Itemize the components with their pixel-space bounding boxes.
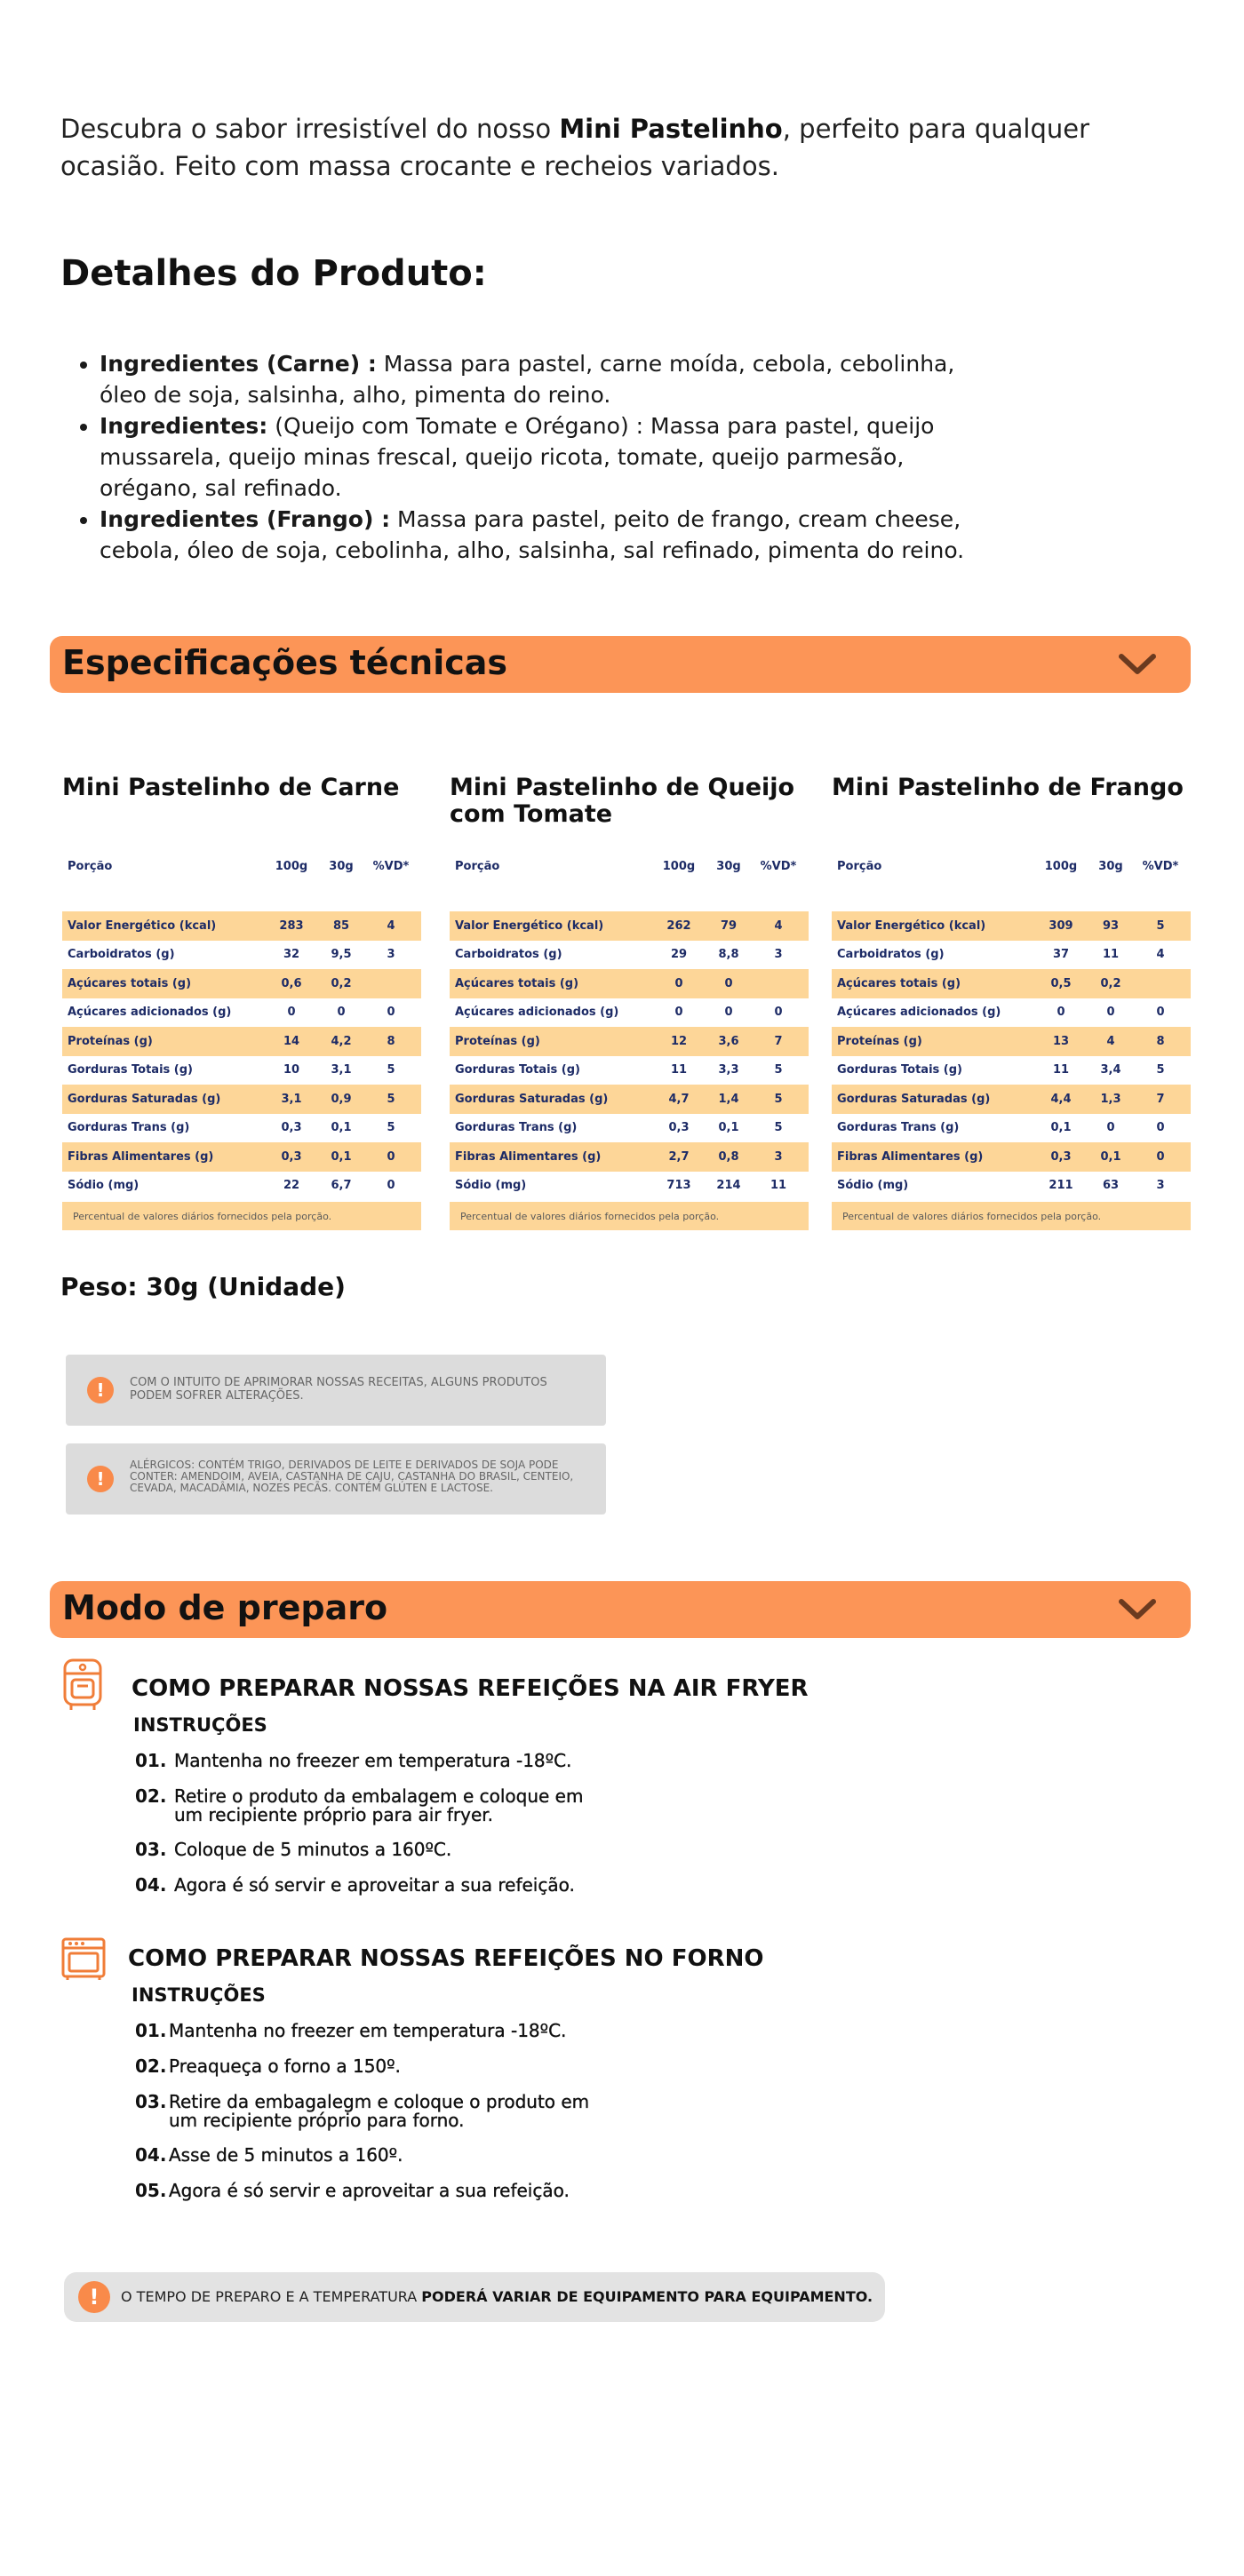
nutrition-table-title: Mini Pastelinho de Frango xyxy=(832,774,1184,801)
nutrient-label: Açúcares adicionados (g) xyxy=(455,1006,619,1020)
step-text: Agora é só servir e aproveitar a sua refeição. xyxy=(174,1874,575,1896)
specs-accordion-header[interactable] xyxy=(50,636,1191,693)
table-row xyxy=(62,911,421,941)
table-row xyxy=(450,911,809,941)
nutrient-value: 0,1 xyxy=(331,1121,352,1135)
header-cell: Porção xyxy=(455,859,500,873)
nutrient-label: Valor Energético (kcal) xyxy=(455,918,604,933)
oven-step-3 xyxy=(135,2093,613,2130)
nutrient-label: Gorduras Totais (g) xyxy=(68,1063,193,1077)
prep-time-warning xyxy=(64,2272,885,2322)
table-row xyxy=(62,1027,421,1056)
nutrition-table-carne xyxy=(62,775,421,1230)
ingredient-text: (Queijo com Tomate e Orégano) : Massa para pastel, queijo mussarela, queijo minas frescal, queijo ricota, tomate, queijo parmesão, orégano, sal refinado. xyxy=(100,413,935,501)
nutrient-value: 79 xyxy=(720,918,738,933)
nutrient-value: 11 xyxy=(1052,1063,1070,1077)
nutrient-label: Carboidratos (g) xyxy=(837,948,945,962)
nutrient-value: 211 xyxy=(1049,1179,1073,1193)
intro-text-end: , perfeito para qualquer ocasião. Feito com massa crocante e recheios variados. xyxy=(60,114,1090,181)
nutrient-value: 283 xyxy=(279,918,304,933)
nutrient-value: 0,1 xyxy=(331,1149,352,1164)
nutrient-value: 0,3 xyxy=(668,1121,690,1135)
nutrient-value: 2,7 xyxy=(668,1149,690,1164)
notice-text: ALÉRGICOS: CONTÉM TRIGO, DERIVADOS DE LEITE E DERIVADOS DE SOJA PODE CONTER: AMENDOIM, AVEIA, CASTANHA DE CAJU, CASTANHA DO BRASIL, CENTEIO, CEVADA, MACADÂMIA, NOZES PECÃS. CONTÉM GLÚTEN E LACTOSE. xyxy=(130,1459,574,1494)
table-row xyxy=(62,1085,421,1114)
nutrient-value: 14 xyxy=(283,1034,300,1048)
table-row xyxy=(832,1085,1191,1114)
ingredient-text: Massa para pastel, carne moída, cebola, cebolinha, óleo de soja, salsinha, alho, pimenta do reino. xyxy=(100,351,955,408)
table-row xyxy=(450,1085,809,1114)
nutrient-value: 37 xyxy=(1052,948,1070,962)
nutrient-value: 0 xyxy=(724,976,733,990)
nutrient-value: 0 xyxy=(724,1006,733,1020)
nutrition-table-footnote: Percentual de valores diários fornecidos pela porção. xyxy=(62,1202,421,1230)
airfryer-step-2 xyxy=(135,1787,601,1825)
header-cell: 30g xyxy=(716,859,741,873)
nutrient-value: 0,1 xyxy=(1050,1121,1072,1135)
nutrient-value: 0 xyxy=(387,1179,395,1193)
nutrient-value: 93 xyxy=(1102,918,1120,933)
nutrient-label: Fibras Alimentares (g) xyxy=(68,1149,214,1164)
exclamation-icon: ! xyxy=(87,1466,114,1492)
table-row xyxy=(832,1172,1191,1201)
nutrient-label: Fibras Alimentares (g) xyxy=(455,1149,602,1164)
nutrient-value: 0 xyxy=(387,1006,395,1020)
nutrient-value: 11 xyxy=(770,1179,787,1193)
prep-accordion-header[interactable] xyxy=(50,1581,1191,1638)
nutrition-table-footnote: Percentual de valores diários fornecidos pela porção. xyxy=(450,1202,809,1230)
nutrient-value: 4 xyxy=(1156,948,1165,962)
product-weight: Peso: 30g (Unidade) xyxy=(60,1272,346,1301)
air-fryer-icon xyxy=(60,1658,105,1713)
nutrient-value: 3 xyxy=(1156,1179,1165,1193)
allergen-notice xyxy=(66,1443,606,1515)
step-number: 01. xyxy=(135,2020,167,2041)
nutrient-value: 22 xyxy=(283,1179,300,1193)
step-number: 03. xyxy=(135,2091,167,2112)
header-cell: %VD* xyxy=(372,859,410,873)
header-cell: 30g xyxy=(329,859,354,873)
notice-text: COM O INTUITO DE APRIMORAR NOSSAS RECEITAS, ALGUNS PRODUTOS PODEM SOFRER ALTERAÇÕES. xyxy=(130,1376,547,1403)
nutrition-table-title: Mini Pastelinho de Carne xyxy=(62,774,400,801)
nutrient-value: 0,3 xyxy=(281,1149,302,1164)
nutrient-value: 0 xyxy=(287,1006,296,1020)
recipe-change-notice xyxy=(66,1355,606,1426)
airfryer-step-4 xyxy=(135,1876,636,1895)
nutrient-label: Gorduras Totais (g) xyxy=(455,1063,580,1077)
step-text: Mantenha no freezer em temperatura -18ºC. xyxy=(169,2020,567,2041)
nutrient-label: Gorduras Trans (g) xyxy=(455,1121,578,1135)
nutrient-value: 3,1 xyxy=(281,1092,302,1106)
nutrition-table-title: Mini Pastelinho de Queijo com Tomate xyxy=(450,774,795,828)
airfryer-title: COMO PREPARAR NOSSAS REFEIÇÕES NA AIR FRYER xyxy=(132,1675,809,1702)
nutrition-table-queijo xyxy=(450,775,809,1230)
nutrient-label: Sódio (mg) xyxy=(455,1179,527,1193)
step-number: 05. xyxy=(135,2180,167,2201)
table-row xyxy=(832,1056,1191,1085)
oven-step-1 xyxy=(135,2022,631,2040)
nutrient-label: Gorduras Saturadas (g) xyxy=(837,1092,991,1106)
oven-step-5 xyxy=(135,2182,631,2200)
nutrient-label: Proteínas (g) xyxy=(455,1034,540,1048)
nutrient-value: 3 xyxy=(774,948,783,962)
nutrient-value: 4 xyxy=(774,918,783,933)
nutrient-value: 0,5 xyxy=(1050,976,1072,990)
nutrient-label: Valor Energético (kcal) xyxy=(68,918,217,933)
nutrient-value: 5 xyxy=(774,1063,783,1077)
nutrient-value: 0 xyxy=(1106,1121,1115,1135)
nutrient-value: 8 xyxy=(387,1034,395,1048)
nutrient-value: 0,2 xyxy=(331,976,352,990)
nutrient-value: 10 xyxy=(283,1063,300,1077)
nutrient-label: Gorduras Saturadas (g) xyxy=(68,1092,221,1106)
nutrient-value: 11 xyxy=(1102,948,1120,962)
table-row xyxy=(62,1114,421,1143)
nutrient-value: 0,3 xyxy=(281,1121,302,1135)
exclamation-icon: ! xyxy=(87,1377,114,1403)
table-row xyxy=(62,1142,421,1172)
nutrient-label: Açúcares totais (g) xyxy=(837,976,961,990)
nutrient-value: 3,3 xyxy=(718,1063,739,1077)
nutrient-value: 0 xyxy=(1156,1121,1165,1135)
nutrient-value: 0 xyxy=(1156,1006,1165,1020)
table-row xyxy=(832,941,1191,970)
nutrient-value: 0 xyxy=(1106,1006,1115,1020)
header-cell: %VD* xyxy=(760,859,797,873)
nutrient-label: Açúcares totais (g) xyxy=(455,976,579,990)
nutrient-value: 11 xyxy=(670,1063,688,1077)
nutrient-value: 4,7 xyxy=(668,1092,690,1106)
header-cell: Porção xyxy=(68,859,113,873)
step-number: 04. xyxy=(135,1874,167,1896)
intro-text-start: Descubra o sabor irresistível do nosso xyxy=(60,114,560,144)
nutrient-value: 0,9 xyxy=(331,1092,352,1106)
nutrient-value: 5 xyxy=(774,1121,783,1135)
warning-text-bold: PODERÁ VARIAR DE EQUIPAMENTO PARA EQUIPAMENTO. xyxy=(421,2288,873,2305)
table-row xyxy=(62,941,421,970)
ingredient-label: Ingredientes: xyxy=(100,413,268,439)
step-number: 02. xyxy=(135,1785,167,1807)
warning-text xyxy=(121,2288,873,2305)
step-number: 03. xyxy=(135,1839,167,1860)
nutrient-label: Proteínas (g) xyxy=(837,1034,922,1048)
nutrient-value: 1,3 xyxy=(1100,1092,1121,1106)
oven-icon xyxy=(60,1936,107,1981)
nutrient-label: Sódio (mg) xyxy=(68,1179,140,1193)
exclamation-icon: ! xyxy=(78,2281,110,2313)
nutrition-table-footnote: Percentual de valores diários fornecidos pela porção. xyxy=(832,1202,1191,1230)
intro-product-name: Mini Pastelinho xyxy=(559,114,783,144)
chevron-down-icon[interactable] xyxy=(1118,652,1157,677)
nutrient-value: 85 xyxy=(332,918,350,933)
nutrient-value: 262 xyxy=(666,918,691,933)
specs-accordion-title: Especificações técnicas xyxy=(62,643,508,682)
ingredient-item-carne xyxy=(100,348,988,410)
nutrient-label: Açúcares totais (g) xyxy=(68,976,192,990)
ingredients-list xyxy=(100,348,988,566)
nutrition-table-header xyxy=(450,853,809,879)
table-row xyxy=(450,969,809,998)
chevron-down-icon[interactable] xyxy=(1118,1597,1157,1622)
nutrient-value: 5 xyxy=(387,1092,395,1106)
nutrient-value: 5 xyxy=(1156,918,1165,933)
nutrient-value: 0 xyxy=(774,1006,783,1020)
nutrient-value: 1,4 xyxy=(718,1092,739,1106)
step-number: 01. xyxy=(135,1750,167,1771)
oven-step-4 xyxy=(135,2146,631,2165)
header-cell: %VD* xyxy=(1142,859,1179,873)
nutrient-value: 13 xyxy=(1052,1034,1070,1048)
nutrient-value: 0,8 xyxy=(718,1149,739,1164)
step-text: Retire o produto da embalagem e coloque em um recipiente próprio para air fryer. xyxy=(174,1785,584,1825)
header-cell: Porção xyxy=(837,859,882,873)
ingredient-item-queijo xyxy=(100,410,988,504)
nutrient-value: 4,4 xyxy=(1050,1092,1072,1106)
step-text: Preaqueça o forno a 150º. xyxy=(169,2055,401,2077)
step-text: Coloque de 5 minutos a 160ºC. xyxy=(174,1839,452,1860)
nutrient-value: 0 xyxy=(674,976,683,990)
nutrient-value: 309 xyxy=(1049,918,1073,933)
nutrient-value: 0,1 xyxy=(718,1121,739,1135)
nutrient-label: Valor Energético (kcal) xyxy=(837,918,986,933)
intro-paragraph xyxy=(60,110,1171,185)
nutrient-label: Gorduras Trans (g) xyxy=(837,1121,960,1135)
nutrient-value: 0,1 xyxy=(1100,1149,1121,1164)
nutrient-value: 63 xyxy=(1102,1179,1120,1193)
nutrient-value: 713 xyxy=(666,1179,691,1193)
nutrition-table-header xyxy=(62,853,421,879)
oven-step-2 xyxy=(135,2057,631,2076)
nutrient-value: 0 xyxy=(337,1006,346,1020)
table-row xyxy=(450,1027,809,1056)
nutrient-value: 3,1 xyxy=(331,1063,352,1077)
nutrient-label: Gorduras Saturadas (g) xyxy=(455,1092,609,1106)
nutrient-value: 5 xyxy=(774,1092,783,1106)
nutrient-value: 214 xyxy=(716,1179,741,1193)
nutrient-value: 5 xyxy=(387,1063,395,1077)
nutrient-value: 0 xyxy=(1156,1149,1165,1164)
prep-accordion-title: Modo de preparo xyxy=(62,1588,388,1627)
nutrient-value: 9,5 xyxy=(331,948,352,962)
nutrient-value: 12 xyxy=(670,1034,688,1048)
header-cell: 100g xyxy=(1044,859,1078,873)
step-text: Agora é só servir e aproveitar a sua refeição. xyxy=(169,2180,570,2201)
table-row xyxy=(62,1172,421,1201)
nutrient-value: 5 xyxy=(387,1121,395,1135)
table-row xyxy=(450,941,809,970)
nutrient-value: 4 xyxy=(387,918,395,933)
nutrient-value: 0 xyxy=(1057,1006,1065,1020)
table-row xyxy=(62,1056,421,1085)
airfryer-step-3 xyxy=(135,1841,636,1859)
details-title: Detalhes do Produto: xyxy=(60,253,487,294)
nutrient-value: 0,6 xyxy=(281,976,302,990)
nutrient-label: Gorduras Trans (g) xyxy=(68,1121,190,1135)
table-row xyxy=(62,998,421,1028)
ingredient-label: Ingredientes (Carne) : xyxy=(100,351,377,377)
nutrient-value: 0 xyxy=(674,1006,683,1020)
ingredient-text: Massa para pastel, peito de frango, cream cheese, cebola, óleo de soja, cebolinha, alho, salsinha, sal refinado, pimenta do reino. xyxy=(100,506,965,563)
nutrient-value: 7 xyxy=(1156,1092,1165,1106)
step-text: Retire da embagalegm e coloque o produto em um recipiente próprio para forno. xyxy=(169,2091,590,2131)
nutrient-value: 3 xyxy=(387,948,395,962)
step-number: 02. xyxy=(135,2055,167,2077)
header-cell: 100g xyxy=(275,859,308,873)
nutrient-label: Carboidratos (g) xyxy=(68,948,175,962)
airfryer-step-1 xyxy=(135,1752,636,1770)
table-row xyxy=(832,1142,1191,1172)
table-row xyxy=(832,969,1191,998)
table-row xyxy=(62,969,421,998)
nutrient-value: 8 xyxy=(1156,1034,1165,1048)
nutrient-label: Carboidratos (g) xyxy=(455,948,562,962)
nutrient-value: 29 xyxy=(670,948,688,962)
nutrient-value: 7 xyxy=(774,1034,783,1048)
ingredient-label: Ingredientes (Frango) : xyxy=(100,506,391,532)
nutrient-value: 3,6 xyxy=(718,1034,739,1048)
nutrient-value: 3 xyxy=(774,1149,783,1164)
header-cell: 30g xyxy=(1098,859,1123,873)
nutrient-label: Gorduras Totais (g) xyxy=(837,1063,962,1077)
step-text: Mantenha no freezer em temperatura -18ºC. xyxy=(174,1750,572,1771)
table-row xyxy=(832,1114,1191,1143)
table-row xyxy=(832,998,1191,1028)
table-row xyxy=(450,1056,809,1085)
nutrient-value: 0,3 xyxy=(1050,1149,1072,1164)
nutrient-value: 6,7 xyxy=(331,1179,352,1193)
table-row xyxy=(832,911,1191,941)
warning-text-normal: O TEMPO DE PREPARO E A TEMPERATURA xyxy=(121,2288,422,2305)
nutrient-label: Açúcares adicionados (g) xyxy=(68,1006,232,1020)
nutrient-value: 5 xyxy=(1156,1063,1165,1077)
header-cell: 100g xyxy=(662,859,696,873)
table-row xyxy=(450,1142,809,1172)
table-row xyxy=(450,1114,809,1143)
nutrient-value: 4 xyxy=(1106,1034,1115,1048)
step-number: 04. xyxy=(135,2144,167,2166)
nutrient-label: Açúcares adicionados (g) xyxy=(837,1006,1001,1020)
ingredient-item-frango xyxy=(100,504,988,566)
table-row xyxy=(832,1027,1191,1056)
oven-instructions-label: INSTRUÇÕES xyxy=(132,1984,266,2006)
nutrient-label: Sódio (mg) xyxy=(837,1179,909,1193)
table-row xyxy=(450,1172,809,1201)
nutrient-value: 0 xyxy=(387,1149,395,1164)
nutrient-value: 0,2 xyxy=(1100,976,1121,990)
nutrition-table-frango xyxy=(832,775,1191,1230)
nutrient-label: Fibras Alimentares (g) xyxy=(837,1149,984,1164)
nutrient-value: 4,2 xyxy=(331,1034,352,1048)
nutrient-label: Proteínas (g) xyxy=(68,1034,153,1048)
nutrient-value: 3,4 xyxy=(1100,1063,1121,1077)
step-text: Asse de 5 minutos a 160º. xyxy=(169,2144,403,2166)
nutrient-value: 8,8 xyxy=(718,948,739,962)
airfryer-instructions-label: INSTRUÇÕES xyxy=(133,1714,267,1736)
nutrition-table-header xyxy=(832,853,1191,879)
oven-title: COMO PREPARAR NOSSAS REFEIÇÕES NO FORNO xyxy=(128,1945,764,1972)
table-row xyxy=(450,998,809,1028)
nutrient-value: 32 xyxy=(283,948,300,962)
